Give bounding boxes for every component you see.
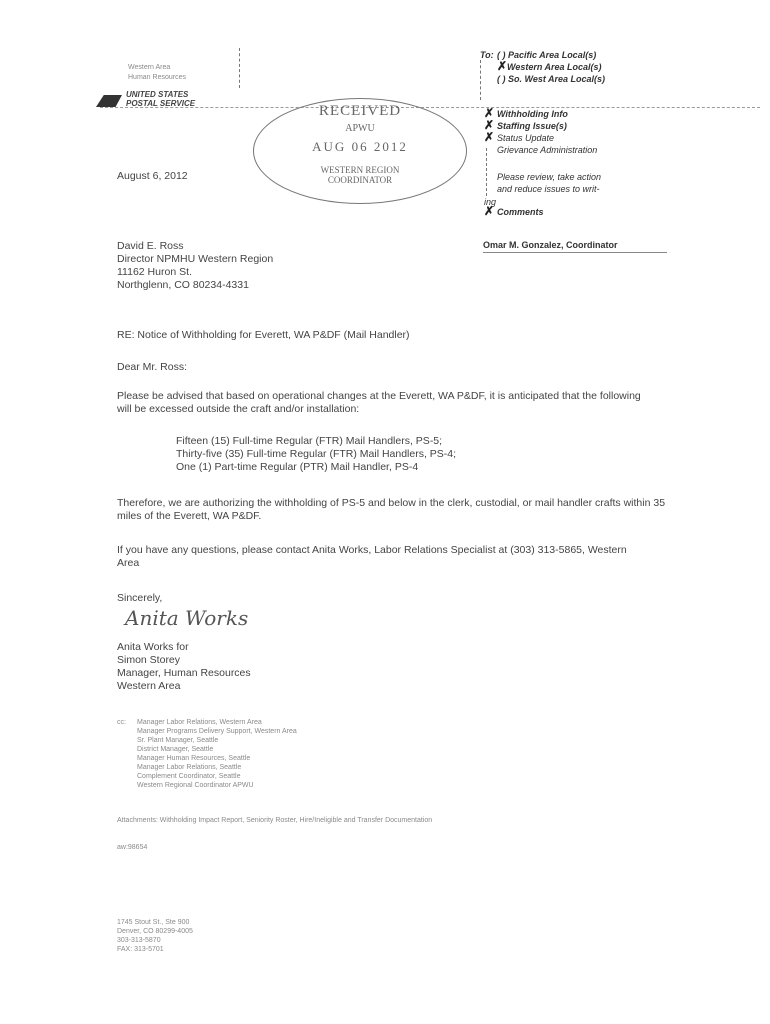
paragraph-1: Please be advised that based on operational changes at the Everett, WA P&DF, it is anticipated that the following will be excessed outside the craft and/or installation: xyxy=(117,390,641,415)
routing-recipient-1: ( ) Pacific Area Local(s) xyxy=(497,50,597,60)
stamp-title: RECEIVED xyxy=(318,103,402,119)
routing-review-2: and reduce issues to writ- xyxy=(497,184,600,194)
routing-item-4: Grievance Administration xyxy=(497,145,598,155)
routing-bracket xyxy=(486,148,487,196)
routing-item-2: Staffing Issue(s) xyxy=(497,121,567,131)
footer-line-2: Denver, CO 80299-4005 xyxy=(117,928,193,935)
routing-coordinator: Omar M. Gonzalez, Coordinator xyxy=(483,240,667,253)
signer-line-2: Simon Storey xyxy=(117,654,181,666)
routing-to-label: To: xyxy=(480,50,494,60)
cc-entry: Manager Labor Relations, Seattle xyxy=(137,764,242,771)
letter-date: August 6, 2012 xyxy=(117,170,188,182)
handwritten-signature: Anita Works xyxy=(125,606,249,630)
subject-line: RE: Notice of Withholding for Everett, WA P&DF (Mail Handler) xyxy=(117,329,410,341)
cc-entry: Complement Coordinator, Seattle xyxy=(137,773,241,780)
cc-entry: Manager Labor Relations, Western Area xyxy=(137,719,262,726)
org-line-2: POSTAL SERVICE xyxy=(126,99,196,108)
stamp-date: AUG 06 2012 xyxy=(312,139,408,154)
position-item: Thirty-five (35) Full-time Regular (FTR) Mail Handlers, PS-4; xyxy=(176,448,457,460)
org-line-1: UNITED STATES xyxy=(126,90,189,99)
routing-bracket xyxy=(480,60,481,100)
paragraph-2: Therefore, we are authorizing the withholding of PS-5 and below in the clerk, custodial, or mail handler crafts within 35 miles of the Everett, WA P&DF. xyxy=(117,497,666,522)
recipient-address-1: 11162 Huron St. xyxy=(117,266,192,278)
recipient-block xyxy=(117,240,273,292)
footer-line-3: 303-313-5870 xyxy=(117,937,161,944)
fold-mark xyxy=(239,48,240,88)
routing-review-1: Please review, take action xyxy=(497,172,602,182)
recipient-name: David E. Ross xyxy=(117,240,184,252)
typist-initials: aw:98654 xyxy=(117,844,148,851)
position-item: Fifteen (15) Full-time Regular (FTR) Mail Handlers, PS-5; xyxy=(176,435,443,447)
salutation: Dear Mr. Ross: xyxy=(117,361,188,373)
usps-eagle-logo-icon xyxy=(96,95,122,107)
closing: Sincerely, xyxy=(117,592,163,604)
cc-entry: Manager Human Resources, Seattle xyxy=(137,755,251,762)
attachments-line: Attachments: Withholding Impact Report, Seniority Roster, Hire/Ineligible and Transfer Documentation xyxy=(117,817,433,824)
cc-list xyxy=(137,718,297,790)
signer-block xyxy=(117,641,251,693)
routing-recipient-3: ( ) So. West Area Local(s) xyxy=(497,74,606,84)
signer-line-1: Anita Works for xyxy=(117,641,189,653)
stamp-line-1: WESTERN REGION xyxy=(320,165,400,175)
checkmark-icon: ✗ xyxy=(484,118,495,132)
position-item: One (1) Part-time Regular (PTR) Mail Handler, PS-4 xyxy=(176,461,419,473)
footer-line-1: 1745 Stout St., Ste 900 xyxy=(117,919,190,926)
org-name xyxy=(126,90,195,108)
routing-recipient-2: Western Area Local(s) xyxy=(507,62,602,72)
routing-item-3: Status Update xyxy=(497,133,555,143)
cc-entry: Manager Programs Delivery Support, Western Area xyxy=(137,728,297,735)
cc-entry: Sr. Plant Manager, Seattle xyxy=(137,737,219,744)
footer-address xyxy=(117,918,193,954)
positions-list xyxy=(176,435,576,474)
footer-line-4: FAX: 313-5701 xyxy=(117,946,164,953)
paragraph-3: If you have any questions, please contact Anita Works, Labor Relations Specialist at (303) 313-5865, Western Area xyxy=(117,544,627,569)
stamp-line-2: COORDINATOR xyxy=(327,175,393,185)
routing-comments: Comments xyxy=(497,207,544,217)
signer-line-4: Western Area xyxy=(117,680,181,692)
checkmark-icon: ✗ xyxy=(484,204,495,218)
received-stamp xyxy=(253,98,467,204)
office-line-1: Western Area xyxy=(128,64,171,71)
cc-entry: Western Regional Coordinator APWU xyxy=(137,782,254,789)
checkmark-icon: ✗ xyxy=(497,59,508,73)
routing-item-1: Withholding Info xyxy=(497,109,568,119)
checkmark-icon: ✗ xyxy=(484,130,495,144)
cc-entry: District Manager, Seattle xyxy=(137,746,214,753)
stamp-org: APWU xyxy=(345,123,375,134)
recipient-title: Director NPMHU Western Region xyxy=(117,253,274,265)
recipient-address-2: Northglenn, CO 80234-4331 xyxy=(117,279,249,291)
office-line-2: Human Resources xyxy=(128,74,186,81)
routing-review-3: ing xyxy=(484,197,497,207)
checkmark-icon: ✗ xyxy=(484,106,495,120)
signer-line-3: Manager, Human Resources xyxy=(117,667,251,679)
cc-label: cc: xyxy=(117,719,126,726)
